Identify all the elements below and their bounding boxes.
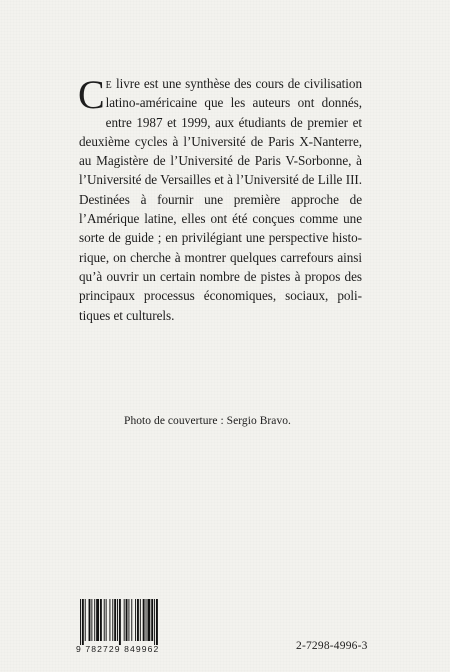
barcode-bar bbox=[114, 599, 116, 641]
barcode-bar bbox=[82, 599, 84, 645]
barcode-bar bbox=[117, 599, 118, 641]
barcode-bar bbox=[128, 599, 129, 641]
barcode-bar bbox=[96, 599, 99, 641]
barcode-bar bbox=[104, 599, 105, 641]
isbn-number: 2-7298-4996-3 bbox=[296, 640, 368, 652]
barcode-bar bbox=[100, 599, 102, 641]
barcode-bar bbox=[112, 599, 113, 641]
barcode-bar bbox=[137, 599, 139, 641]
blurb-line: l’Université de Versailles et à l’Université de Lille III. bbox=[79, 172, 362, 188]
barcode-bar bbox=[106, 599, 107, 641]
blurb-line: deuxième cycles à l’Université de Paris X-Nanterre, bbox=[79, 133, 362, 149]
barcode-bar bbox=[109, 599, 110, 641]
blurb-line: l’Amérique latine, elles ont été conçues comme une bbox=[79, 211, 362, 227]
photo-credit: Photo de couverture : Sergio Bravo. bbox=[124, 415, 291, 427]
barcode-bar bbox=[140, 599, 141, 641]
barcode-bar bbox=[146, 599, 147, 641]
barcode-bar bbox=[151, 599, 153, 641]
small-caps-letter: E bbox=[105, 80, 113, 91]
barcode-bar bbox=[85, 599, 86, 641]
barcode-bar bbox=[91, 599, 92, 641]
blurb-first-line bbox=[79, 74, 362, 93]
blurb-line: principaux processus économiques, sociaux, poli- bbox=[79, 288, 362, 304]
barcode-bar bbox=[131, 599, 132, 641]
blurb-line: qu’à ouvrir un certain nombre de pistes à propos des bbox=[79, 268, 362, 284]
blurb-line: sorte de guide ; en privilégiant une perspective histo- bbox=[79, 230, 362, 246]
barcode-bar bbox=[119, 599, 121, 645]
blurb-line: entre 1987 et 1999, aux étudiants de premier et bbox=[105, 114, 362, 130]
barcode-image bbox=[78, 599, 186, 645]
barcode-digits: 9 782729 849962 bbox=[76, 644, 160, 654]
barcode-bar bbox=[135, 599, 136, 641]
blurb-line: rique, on cherche à montrer quelques carrefours ainsi bbox=[79, 249, 362, 265]
blurb-line: au Magistère de l’Université de Paris V-Sorbonne, à bbox=[79, 153, 362, 169]
barcode-bar bbox=[154, 599, 155, 645]
first-line-text: livre est une synthèse des cours de civilisation bbox=[112, 76, 362, 91]
blurb-line: latino-américaine que les auteurs ont donnés, bbox=[105, 95, 362, 111]
blurb-line: tiques et culturels. bbox=[79, 307, 175, 323]
blurb-line: Destinées à fournir une première approche de bbox=[79, 191, 362, 207]
drop-cap: C bbox=[78, 72, 105, 117]
barcode-bar bbox=[143, 599, 145, 641]
barcode-bar bbox=[126, 599, 128, 641]
barcode-bar bbox=[147, 599, 150, 641]
barcode-bar bbox=[124, 599, 125, 641]
blurb-paragraph bbox=[79, 74, 362, 325]
barcode-bar bbox=[94, 599, 95, 641]
barcode-bar bbox=[80, 599, 81, 645]
barcode-bar bbox=[89, 599, 91, 641]
barcode-bar bbox=[156, 599, 158, 645]
